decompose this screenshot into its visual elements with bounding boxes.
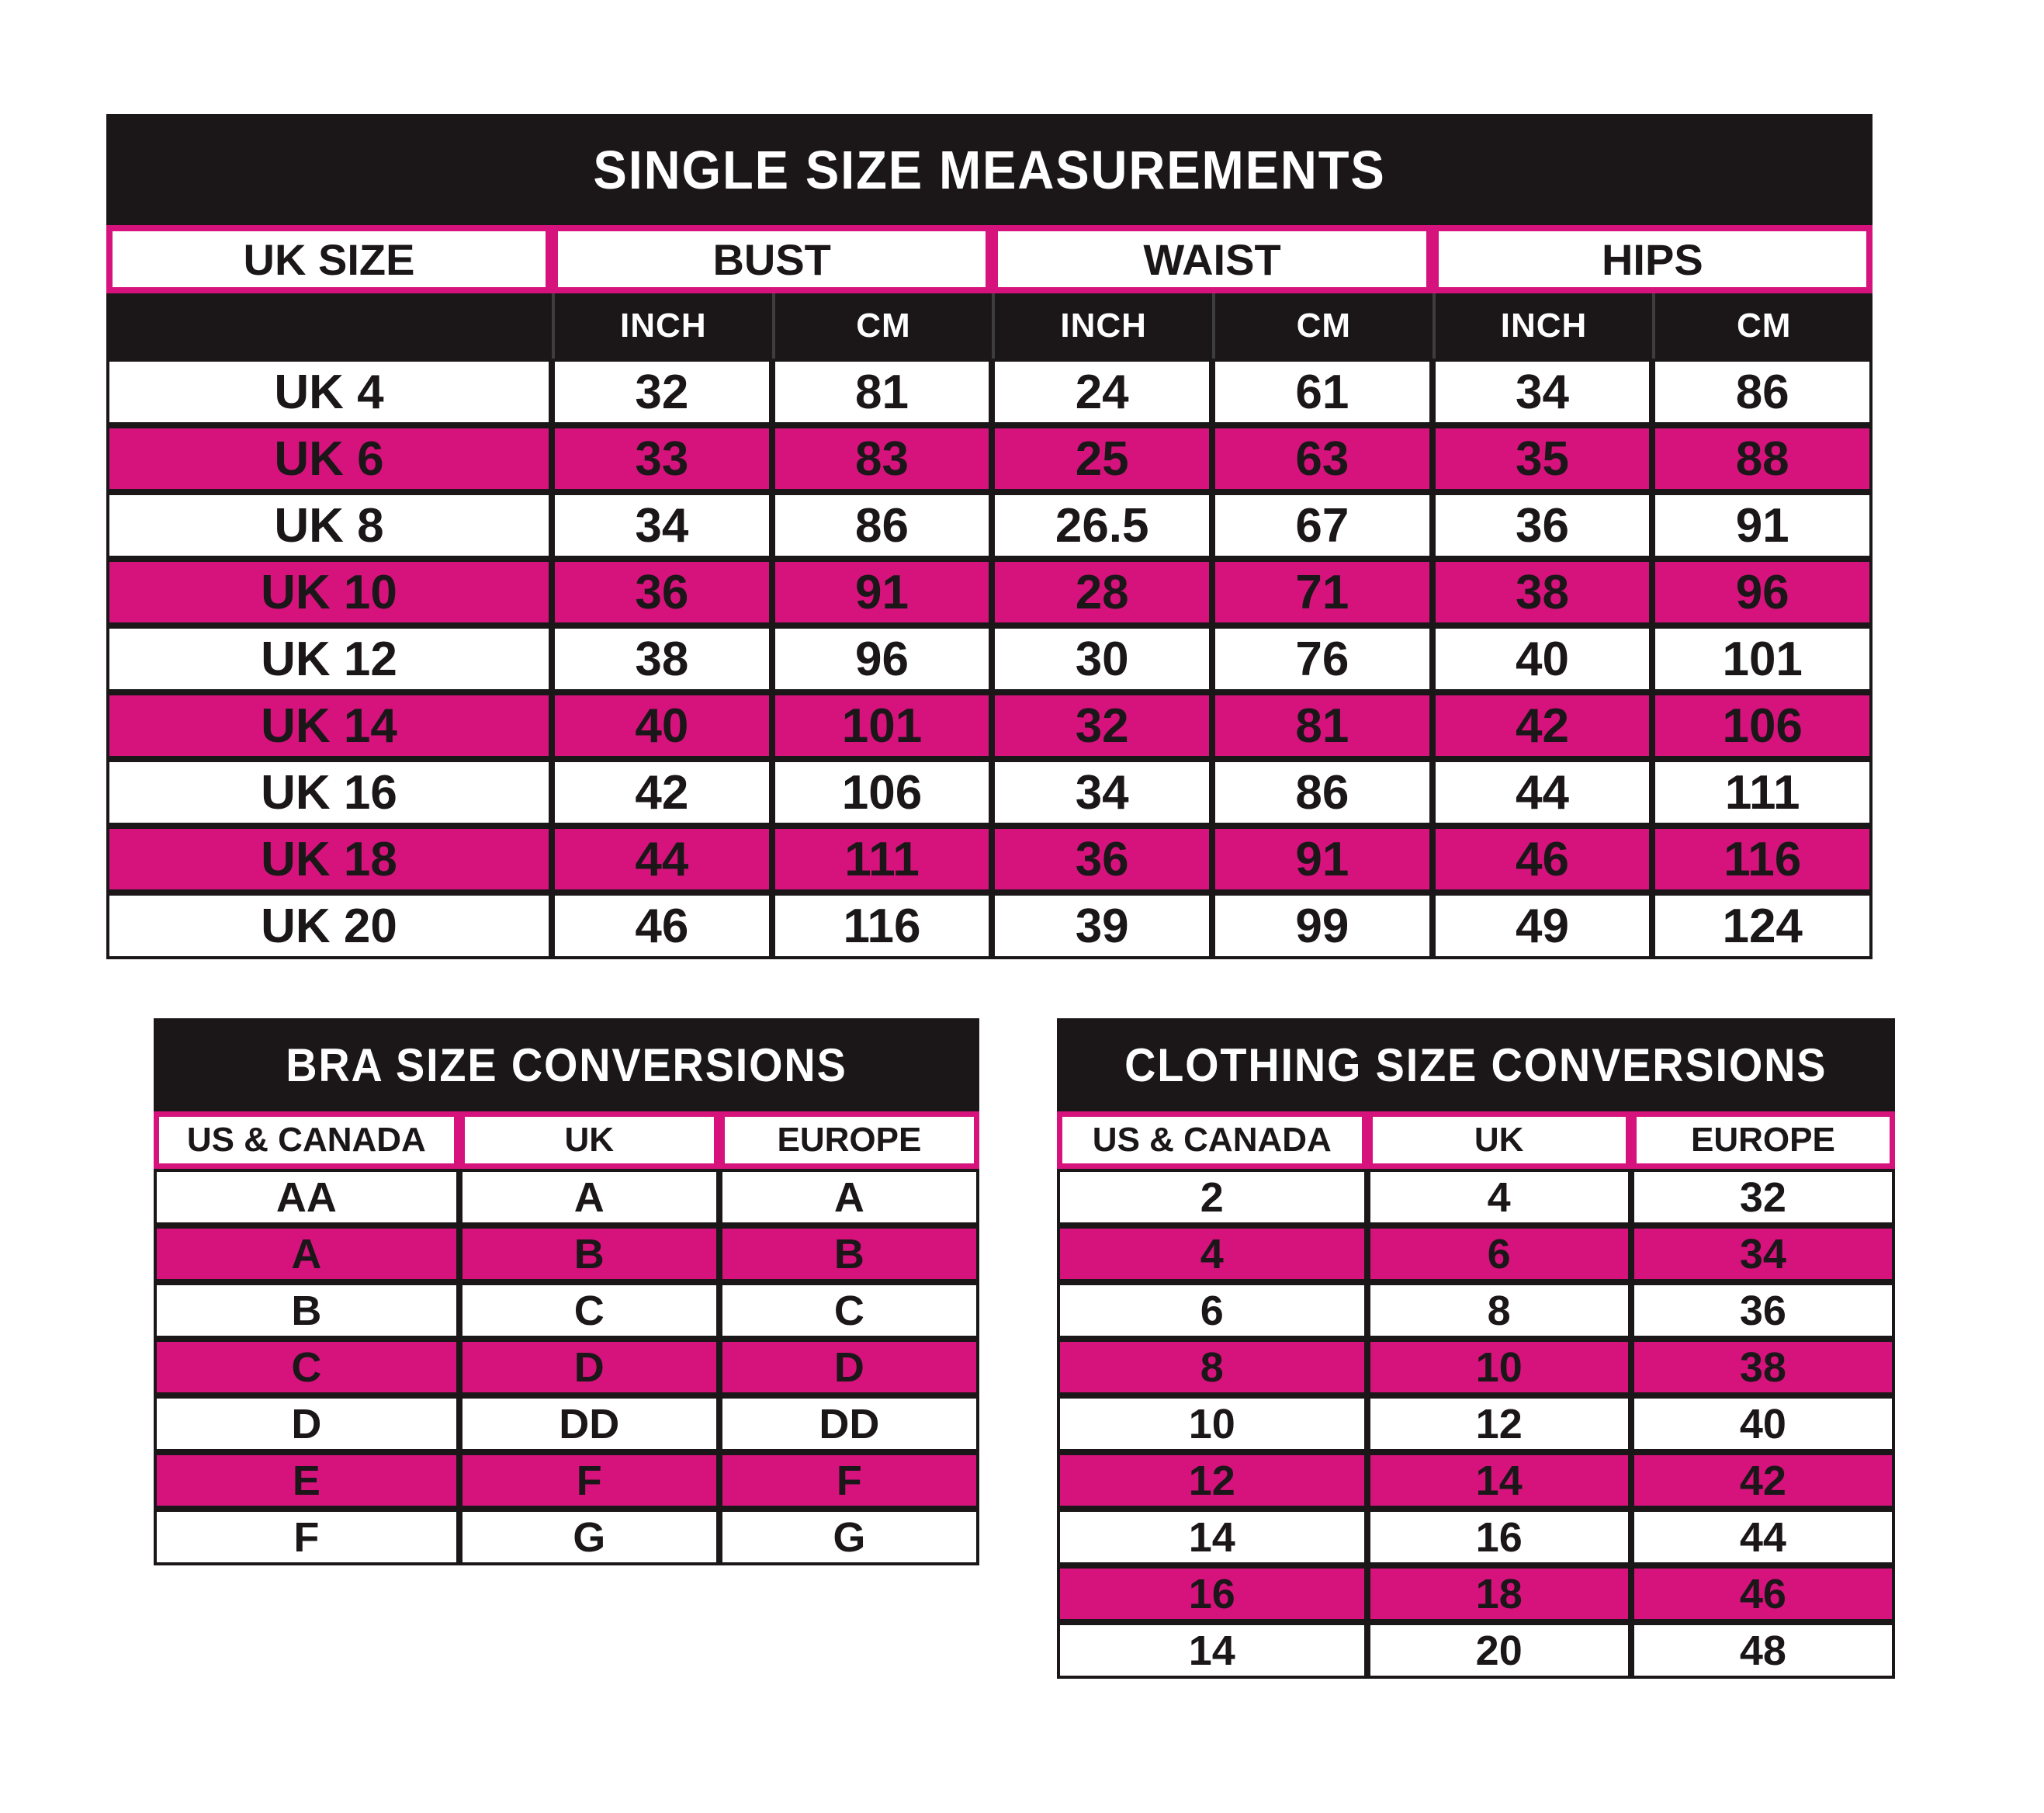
single-size-measurements-table — [106, 114, 1873, 959]
europe-column-header: EUROPE — [719, 1111, 979, 1169]
table-row — [1057, 1565, 1895, 1622]
size-cell: A — [459, 1169, 719, 1225]
size-cell: G — [459, 1509, 719, 1565]
clothing-size-conversions-table — [1057, 1018, 1895, 1679]
size-cell: D — [459, 1339, 719, 1395]
size-cell: 71 — [1212, 559, 1433, 626]
size-cell: 42 — [552, 759, 772, 826]
unit-header-cm: CM — [772, 293, 993, 359]
size-cell: 4 — [1057, 1225, 1367, 1282]
uk-size-column-header: UK SIZE — [106, 225, 552, 293]
size-cell: 63 — [1212, 425, 1433, 492]
table-title-bar — [154, 1018, 979, 1111]
size-cell: 46 — [1433, 826, 1653, 893]
table-title: BRA SIZE CONVERSIONS — [286, 1038, 847, 1091]
size-cell: 86 — [772, 492, 993, 559]
size-cell: G — [719, 1509, 979, 1565]
unit-header-inch: INCH — [552, 293, 772, 359]
size-cell: 16 — [1367, 1509, 1631, 1565]
size-cell: 18 — [1367, 1565, 1631, 1622]
size-cell: 6 — [1367, 1225, 1631, 1282]
table-row — [154, 1395, 979, 1452]
size-cell: 101 — [1652, 626, 1873, 692]
table-row — [106, 692, 1873, 759]
size-cell: 76 — [1212, 626, 1433, 692]
unit-header-cm: CM — [1212, 293, 1433, 359]
table-row — [154, 1225, 979, 1282]
size-cell: 86 — [1212, 759, 1433, 826]
size-cell: 36 — [1433, 492, 1653, 559]
table-row — [1057, 1225, 1895, 1282]
size-cell: UK 8 — [106, 492, 552, 559]
waist-column-header: WAIST — [992, 225, 1432, 293]
size-cell: 99 — [1212, 893, 1433, 959]
size-cell: 86 — [1652, 359, 1873, 425]
uk-column-header: UK — [459, 1111, 719, 1169]
size-rows — [106, 359, 1873, 959]
size-cell: 38 — [552, 626, 772, 692]
table-row — [1057, 1282, 1895, 1339]
size-cell: 88 — [1652, 425, 1873, 492]
size-cell: 20 — [1367, 1622, 1631, 1679]
size-cell: C — [154, 1339, 459, 1395]
size-cell: F — [459, 1452, 719, 1509]
size-cell: B — [719, 1225, 979, 1282]
size-cell: C — [459, 1282, 719, 1339]
table-row — [106, 759, 1873, 826]
table-row — [1057, 1509, 1895, 1565]
size-cell: 40 — [1433, 626, 1653, 692]
size-cell: 67 — [1212, 492, 1433, 559]
size-cell: 14 — [1057, 1622, 1367, 1679]
size-cell: 33 — [552, 425, 772, 492]
us-canada-column-header: US & CANADA — [1057, 1111, 1367, 1169]
size-cell: 49 — [1433, 893, 1653, 959]
table-row — [106, 893, 1873, 959]
size-cell: 38 — [1631, 1339, 1895, 1395]
size-cell: B — [154, 1282, 459, 1339]
unit-header-row — [106, 293, 1873, 359]
size-cell: 116 — [1652, 826, 1873, 893]
size-cell: 81 — [1212, 692, 1433, 759]
table-title-bar — [1057, 1018, 1895, 1111]
size-cell: 91 — [772, 559, 993, 626]
unit-header-inch: INCH — [992, 293, 1212, 359]
size-cell: 16 — [1057, 1565, 1367, 1622]
table-title: SINGLE SIZE MEASUREMENTS — [593, 139, 1386, 200]
table-row — [1057, 1339, 1895, 1395]
size-cell: 40 — [552, 692, 772, 759]
size-cell: A — [154, 1225, 459, 1282]
column-header-row — [154, 1111, 979, 1169]
size-cell: 42 — [1433, 692, 1653, 759]
size-cell: 36 — [552, 559, 772, 626]
size-cell: 2 — [1057, 1169, 1367, 1225]
size-cell: 35 — [1433, 425, 1653, 492]
size-cell: 91 — [1652, 492, 1873, 559]
size-cell: 10 — [1057, 1395, 1367, 1452]
size-cell: 81 — [772, 359, 993, 425]
size-cell: F — [719, 1452, 979, 1509]
size-cell: 83 — [772, 425, 993, 492]
size-cell: 6 — [1057, 1282, 1367, 1339]
table-title-bar — [106, 114, 1873, 225]
us-canada-column-header: US & CANADA — [154, 1111, 459, 1169]
size-cell: 46 — [1631, 1565, 1895, 1622]
unit-header-cm: CM — [1652, 293, 1873, 359]
size-cell: 32 — [552, 359, 772, 425]
size-cell: 14 — [1057, 1509, 1367, 1565]
size-cell: 24 — [992, 359, 1212, 425]
size-cell: E — [154, 1452, 459, 1509]
size-cell: UK 6 — [106, 425, 552, 492]
size-cell: 96 — [1652, 559, 1873, 626]
size-cell: 91 — [1212, 826, 1433, 893]
size-cell: 106 — [1652, 692, 1873, 759]
size-cell: 34 — [992, 759, 1212, 826]
size-cell: UK 20 — [106, 893, 552, 959]
size-cell: UK 14 — [106, 692, 552, 759]
column-group-header-row — [106, 225, 1873, 293]
table-row — [154, 1339, 979, 1395]
size-cell: UK 16 — [106, 759, 552, 826]
size-cell: UK 12 — [106, 626, 552, 692]
size-cell: F — [154, 1509, 459, 1565]
size-cell: 61 — [1212, 359, 1433, 425]
size-cell: A — [719, 1169, 979, 1225]
size-cell: 39 — [992, 893, 1212, 959]
table-row — [1057, 1395, 1895, 1452]
size-cell: 32 — [1631, 1169, 1895, 1225]
size-cell: 8 — [1057, 1339, 1367, 1395]
size-cell: 44 — [1631, 1509, 1895, 1565]
size-cell: UK 18 — [106, 826, 552, 893]
size-cell: C — [719, 1282, 979, 1339]
size-cell: D — [719, 1339, 979, 1395]
size-cell: 44 — [552, 826, 772, 893]
size-cell: 30 — [992, 626, 1212, 692]
table-row — [106, 826, 1873, 893]
size-cell: 40 — [1631, 1395, 1895, 1452]
size-cell: AA — [154, 1169, 459, 1225]
table-row — [1057, 1452, 1895, 1509]
size-cell: 10 — [1367, 1339, 1631, 1395]
column-header-row — [1057, 1111, 1895, 1169]
size-cell: 34 — [1433, 359, 1653, 425]
table-row — [106, 626, 1873, 692]
size-cell: 32 — [992, 692, 1212, 759]
size-cell: 42 — [1631, 1452, 1895, 1509]
size-cell: 96 — [772, 626, 993, 692]
size-cell: 25 — [992, 425, 1212, 492]
table-title: CLOTHING SIZE CONVERSIONS — [1124, 1038, 1827, 1091]
size-cell: 26.5 — [992, 492, 1212, 559]
size-cell: B — [459, 1225, 719, 1282]
size-cell: 12 — [1057, 1452, 1367, 1509]
size-cell: 14 — [1367, 1452, 1631, 1509]
table-row — [106, 559, 1873, 626]
size-cell: DD — [459, 1395, 719, 1452]
table-row — [106, 492, 1873, 559]
uk-column-header: UK — [1367, 1111, 1631, 1169]
size-cell: D — [154, 1395, 459, 1452]
table-row — [154, 1452, 979, 1509]
unit-header-inch: INCH — [1433, 293, 1653, 359]
size-cell: 48 — [1631, 1622, 1895, 1679]
table-row — [1057, 1622, 1895, 1679]
size-cell: 116 — [772, 893, 993, 959]
size-cell: 34 — [1631, 1225, 1895, 1282]
size-cell: 111 — [772, 826, 993, 893]
size-cell: 46 — [552, 893, 772, 959]
table-row — [106, 425, 1873, 492]
table-row — [154, 1509, 979, 1565]
size-cell: 38 — [1433, 559, 1653, 626]
size-cell: 44 — [1433, 759, 1653, 826]
size-cell: 4 — [1367, 1169, 1631, 1225]
table-row — [154, 1169, 979, 1225]
europe-column-header: EUROPE — [1631, 1111, 1895, 1169]
size-cell: DD — [719, 1395, 979, 1452]
size-cell: 101 — [772, 692, 993, 759]
size-cell: 36 — [1631, 1282, 1895, 1339]
size-cell: 34 — [552, 492, 772, 559]
size-cell: 106 — [772, 759, 993, 826]
size-rows — [1057, 1169, 1895, 1679]
hips-column-header: HIPS — [1433, 225, 1873, 293]
size-cell: 12 — [1367, 1395, 1631, 1452]
table-row — [1057, 1169, 1895, 1225]
size-cell: 28 — [992, 559, 1212, 626]
bra-size-conversions-table — [154, 1018, 979, 1565]
bust-column-header: BUST — [552, 225, 992, 293]
size-cell: 124 — [1652, 893, 1873, 959]
unit-header-empty — [106, 293, 552, 359]
size-cell: 8 — [1367, 1282, 1631, 1339]
size-cell: 111 — [1652, 759, 1873, 826]
table-row — [154, 1282, 979, 1339]
table-row — [106, 359, 1873, 425]
size-cell: UK 10 — [106, 559, 552, 626]
size-cell: UK 4 — [106, 359, 552, 425]
size-cell: 36 — [992, 826, 1212, 893]
size-rows — [154, 1169, 979, 1565]
